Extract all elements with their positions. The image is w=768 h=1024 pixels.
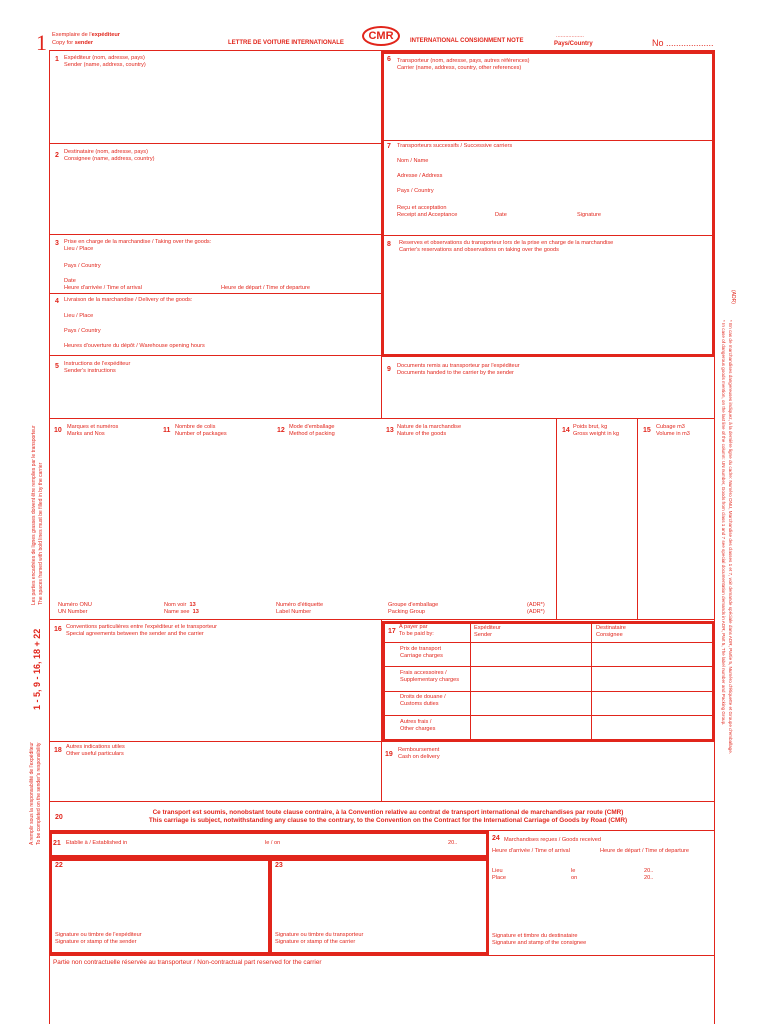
field-2-number: 2 (55, 152, 59, 159)
sender-col-en: Sender (474, 632, 493, 638)
copy-number: 1 (36, 30, 47, 55)
un-number-en: UN Number (58, 609, 88, 615)
field-15-label-en: Volume in m3 (656, 431, 690, 437)
field-19-number: 19 (385, 751, 393, 758)
carrier-signature-field[interactable] (274, 872, 484, 928)
field-4-country: Pays / Country (64, 328, 101, 334)
field-17-label-en: To be paid by: (399, 631, 434, 637)
number-field[interactable]: No ................... (652, 38, 714, 48)
convention-en: This carriage is subject, notwithstanding any clause to the contrary, to the Convention on the Contract for the International Carriage of Goods by Road (CMR) (148, 817, 628, 824)
goods-description-area[interactable] (52, 442, 712, 598)
field-10-label-fr: Marques et numéros (67, 424, 119, 430)
field-13-number: 13 (386, 427, 394, 434)
field-2-label-fr: Destinataire (nom, adresse, pays) (64, 149, 148, 155)
cash-on-delivery-field[interactable] (386, 764, 710, 798)
field-7-number: 7 (387, 143, 391, 150)
non-contractual-label: Partie non contractuelle réservée au transporteur / Non-contractual part reserved for the carrier (53, 959, 322, 966)
field-6-number: 6 (387, 56, 391, 63)
field-6-label-en: Carrier (name, address, country, other references) (397, 65, 522, 71)
established-in-label: Etablie à / Established in (66, 840, 128, 846)
field-23-label-en: Signature or stamp of the carrier (275, 939, 356, 945)
label-number-fr: Numéro d'étiquette (276, 602, 324, 608)
margin-sender-resp-en: To be completed on the sender's responsibility (36, 742, 42, 845)
field-14-label-en: Gross weight in kg (573, 431, 620, 437)
convention-fr: Ce transport est soumis, nonobstant toute clause contraire, à la Convention relative au contrat de transport international de marchandises par route (CMR) (152, 809, 624, 816)
field-12-label-fr: Mode d'emballage (289, 424, 335, 430)
field-5-label-en: Sender's instructions (64, 368, 116, 374)
field-22-label-en: Signature or stamp of the sender (55, 939, 137, 945)
field-1-label-fr: Expéditeur (nom, adresse, pays) (64, 55, 145, 61)
margin-sender-resp-fr: A remplir sous la responsabilité de l'expéditeur (29, 742, 35, 845)
field-21-number: 21 (53, 840, 61, 847)
place-label-en: Place (492, 875, 506, 881)
on-label-en: on (571, 875, 578, 881)
title-fr: LETTRE DE VOITURE INTERNATIONALE (228, 40, 344, 46)
name-see-en: Name see 13 (164, 609, 199, 615)
field-14-label-fr: Poids brut, kg (573, 424, 608, 430)
on-label-fr: le (571, 868, 576, 874)
field-15-label-fr: Cubage m3 (656, 424, 685, 430)
label-number-en: Label Number (276, 609, 312, 615)
field-7-date: Date (495, 212, 507, 218)
field-8-label-fr: Reserves et observations du transporteur lors de la prise en charge de la marchandise (399, 240, 614, 246)
margin-bold-frames-en: The spaces framed with bold lines must be filled in by the carrier (38, 462, 44, 605)
field-18-label-fr: Autres indications utiles (66, 744, 125, 750)
country-label: Pays/Country (554, 41, 593, 47)
field-4-hours: Heures d'ouverture du dépôt / Warehouse opening hours (64, 343, 205, 349)
year-placeholder: 20.. (644, 875, 654, 881)
adr-note-1: (ADR*) (527, 602, 545, 608)
field-7-name: Nom / Name (397, 158, 429, 164)
year-placeholder: 20.. (644, 868, 654, 874)
packing-group-en: Packing Group (388, 609, 426, 615)
charge-row-label-en: Supplementary charges (400, 677, 460, 683)
consignee-signature-fr: Signature et timbre du destinataire (492, 933, 578, 939)
charge-row-label-en: Carriage charges (400, 653, 443, 659)
departure-time-label: Heure de départ / Time of departure (600, 848, 689, 854)
field-14-number: 14 (562, 427, 570, 434)
margin-dangerous-en: * In case of dangerous goods mention, on the last line of the column: UN number, Goods from class 1 and 7 see special documentation demands in ADR, Part 5, The label number and Packing Group. (721, 320, 726, 726)
sender-signature-field[interactable] (53, 872, 267, 928)
field-3-country: Pays / Country (64, 263, 101, 269)
field-19-label-en: Cash on delivery (398, 754, 440, 760)
special-agreements-field[interactable] (52, 640, 378, 738)
margin-bold-frames-fr: Les parties encadrées de lignes grasses doivent être remplies par le transporteur (31, 425, 37, 605)
field-5-label-fr: Instructions de l'expéditeur (64, 361, 131, 367)
charge-row-label-en: Customs duties (400, 701, 439, 707)
field-9-number: 9 (387, 366, 391, 373)
field-10-number: 10 (54, 427, 62, 434)
field-22-number: 22 (55, 862, 63, 869)
field-11-label-fr: Nombre de colis (175, 424, 216, 430)
field-7-receipt-en: Receipt and Acceptance (397, 212, 458, 218)
margin-adr: (ADR) (730, 290, 736, 304)
field-17-number: 17 (388, 628, 396, 635)
charge-row-label-en: Other charges (400, 726, 436, 732)
arrival-time-label: Heure d'arrivée / Time of arrival (492, 848, 570, 854)
field-15-number: 15 (643, 427, 651, 434)
place-label-fr: Lieu (492, 868, 503, 874)
field-9-label-en: Documents handed to the carrier by the sender (397, 370, 514, 376)
sender-field[interactable] (52, 72, 378, 140)
year-placeholder: 20.. (448, 840, 458, 846)
field-5-number: 5 (55, 363, 59, 370)
name-see-fr: Nom voir 13 (164, 602, 196, 608)
consignee-signature-en: Signature and stamp of the consignee (492, 940, 587, 946)
field-8-label-en: Carrier's reservations and observations on taking over the goods (399, 247, 559, 253)
margin-dangerous-fr: * En cas de marchandises dangereuses indiquez, à la dernière ligne du cadre: Numéro ONU, Marchandise des classes 1 et 7, voir demande spéciale dans ADR, Partie 5, Numéro d'étiquette et Groupe d'emballage. (728, 320, 733, 755)
field-9-label-fr: Documents remis au transporteur par l'expéditeur (397, 363, 520, 369)
field-16-label-fr: Conventions particulières entre l'expéditeur et le transporteur (66, 624, 217, 630)
field-22-label-fr: Signature ou timbre de l'expéditeur (55, 932, 142, 938)
field-18-label-en: Other useful particulars (66, 751, 124, 757)
consignee-field[interactable] (52, 166, 378, 231)
charge-row-label-fr: Prix de transport (400, 646, 442, 652)
field-7-country: Pays / Country (397, 188, 434, 194)
field-24-number: 24 (492, 835, 500, 842)
adr-note-2: (ADR*) (527, 609, 545, 615)
field-1-number: 1 (55, 56, 59, 63)
sender-col-fr: Expéditeur (474, 625, 501, 631)
field-12-label-en: Method of packing (289, 431, 335, 437)
field-23-number: 23 (275, 862, 283, 869)
consignee-signature-field[interactable] (492, 884, 710, 928)
carrier-field[interactable] (386, 75, 710, 137)
field-13-label-fr: Nature de la marchandise (397, 424, 462, 430)
charge-row-label-fr: Autres frais / (400, 719, 432, 725)
field-3-number: 3 (55, 240, 59, 247)
field-12-number: 12 (277, 427, 285, 434)
field-3-departure: Heure de départ / Time of departure (221, 285, 310, 291)
field-13-label-en: Nature of the goods (397, 431, 447, 437)
field-16-number: 16 (54, 626, 62, 633)
field-4-number: 4 (55, 298, 59, 305)
field-4-label: Livraison de la marchandise / Delivery of the goods: (64, 297, 193, 303)
field-19-label-fr: Remboursement (398, 747, 440, 753)
field-10-label-en: Marks and Nos (67, 431, 105, 437)
copy-label-fr: Exemplaire de l'expéditeur (52, 32, 120, 38)
field-16-label-en: Special agreements between the sender and the carrier (66, 631, 204, 637)
country-dots: .................. (556, 33, 584, 39)
field-3-arrival: Heure d'arrivée / Time of arrival (64, 285, 142, 291)
field-8-number: 8 (387, 241, 391, 248)
charge-row-label-fr: Frais accessoires / (400, 670, 447, 676)
copy-label-en: Copy for sender (52, 40, 94, 46)
packing-group-fr: Groupe d'emballage (388, 602, 439, 608)
field-7-label: Transporteurs successifs / Successive carriers (397, 143, 513, 149)
consignee-col-fr: Destinataire (596, 625, 626, 631)
field-11-label-en: Number of packages (175, 431, 227, 437)
field-6-label-fr: Transporteur (nom, adresse, pays, autres références) (397, 58, 530, 64)
field-7-address: Adresse / Address (397, 173, 443, 179)
field-7-receipt-fr: Reçu et acceptation (397, 205, 447, 211)
date-on-label: le / on (265, 840, 281, 846)
un-number-fr: Numéro ONU (58, 602, 92, 608)
field-3-date: Date (64, 278, 76, 284)
carrier-notes-area[interactable] (52, 970, 712, 1020)
field-4-place: Lieu / Place (64, 313, 94, 319)
field-20-number: 20 (55, 814, 63, 821)
cmr-logo: CMR (362, 26, 400, 46)
consignee-col-en: Consignee (596, 632, 623, 638)
goods-received-label: Marchandises reçues / Goods received (504, 837, 602, 843)
carrier-reservations-field[interactable] (386, 258, 710, 353)
field-23-label-fr: Signature ou timbre du transporteur (275, 932, 364, 938)
field-11-number: 11 (163, 427, 171, 434)
field-3-label: Prise en charge de la marchandise / Taking over the goods: (64, 239, 212, 245)
margin-sender-fields: 1 - 5, 9 - 16, 18 + 22 (32, 628, 42, 710)
field-18-number: 18 (54, 747, 62, 754)
field-1-label-en: Sender (name, address, country) (64, 62, 146, 68)
field-17-label-fr: A payer par (399, 624, 428, 630)
field-2-label-en: Consignee (name, address, country) (64, 156, 155, 162)
field-3-place: Lieu / Place (64, 246, 94, 252)
charge-row-label-fr: Droits de douane / (400, 694, 446, 700)
field-7-signature: Signature (577, 212, 601, 218)
title-en: INTERNATIONAL CONSIGNMENT NOTE (410, 38, 524, 44)
